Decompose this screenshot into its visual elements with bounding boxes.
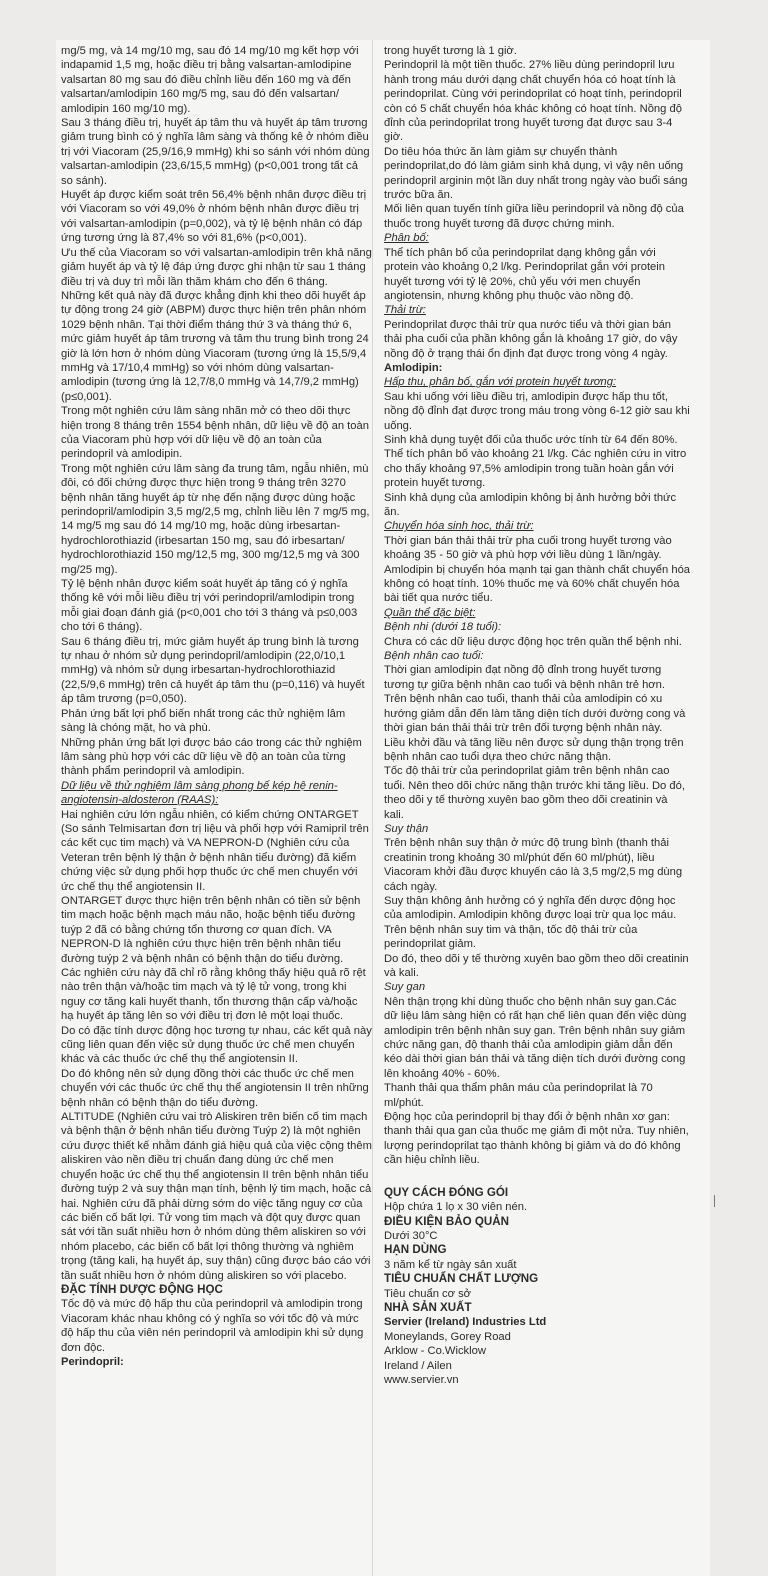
left-paragraph: Những phản ứng bất lợi được báo cáo trong các thử nghiệm lâm sàng phù hợp với các dữ liệu về độ an toàn của từng thành phẩm perindopril và amlodipin. xyxy=(61,736,362,778)
right-paragraph: Amlodipin: xyxy=(384,361,443,374)
right-paragraph: Do tiêu hóa thức ăn làm giảm sự chuyển thành perindoprilat,do đó làm giảm sinh khả dụng, vì vậy nên uống perindopril arginin một lần duy nhất trong ngày vào buổi sáng trước bữa ăn. xyxy=(384,145,688,202)
right-paragraph: Trên bệnh nhân suy tim và thận, tốc độ thải trừ của perindoprilat giảm. xyxy=(384,923,638,951)
left-paragraph: Trong một nghiên cứu lâm sàng đa trung tâm, ngẫu nhiên, mù đôi, có đối chứng được thực hiện trong 9 tháng trên 3270 bệnh nhân tăng huyết áp từ nhẹ đến nặng được dùng hoặc perindopril/amlodipin 3,5 mg/2,5 mg, chỉnh liều lên 7 mg/5 mg, 14 mg/5 mg sau đó 14 mg/10 mg, hoặc dùng irbesartan-hydrochlorothiazid (irbesartan 150 mg, sau đó irbesartan/ hydrochlorothiazid 150 mg/12,5 mg, 300 mg/12,5 mg và 300 mg/25 mg). xyxy=(61,462,370,576)
right-paragraph: Arklow - Co.Wicklow xyxy=(384,1345,486,1358)
right-paragraph: www.servier.vn xyxy=(384,1373,459,1386)
right-paragraph: Sinh khả dụng của amlodipin không bị ảnh hưởng bởi thức ăn. xyxy=(384,491,677,518)
left-paragraph: ONTARGET được thực hiện trên bệnh nhân có tiền sử bệnh tim mạch hoặc bệnh mạch máu não, hoặc bệnh tiểu đường tuýp 2 đã có bằng chứng tổn thương cơ quan đích. VA NEPRON-D là nghiên cứu thực hiện trên bệnh nhân tiểu đường tuýp 2 và bệnh nhân có bệnh thận do tiểu đường. xyxy=(61,894,361,965)
right-paragraph: Bệnh nhân cao tuổi: xyxy=(384,650,484,663)
left-column xyxy=(61,44,372,1369)
left-paragraph: Do đó không nên sử dụng đồng thời các thuốc ức chế men chuyển với các thuốc ức chế thụ thể angiotensin II trên những bệnh nhân có bệnh thận do tiểu đường. xyxy=(61,1067,369,1109)
left-paragraph: Tỷ lệ bệnh nhân được kiểm soát huyết áp tăng có ý nghĩa thống kê với mỗi liều điều trị với perindopril/amlodipin trong mỗi giai đoạn đánh giá (p<0,001 cho tới 3 tháng và p≤0,003 cho tới 6 tháng). xyxy=(61,578,358,634)
left-paragraph: Sau 6 tháng điều trị, mức giảm huyết áp trung bình là tương tự nhau ở nhóm sử dụng perindopril/amlodipin (22,0/10,1 mmHg) và nhóm sử dụng irbesartan-hydrochlorothiazid (22,5/9,6 mmHg) trên cả huyết áp tâm thu (p=0,116) và huyết áp tâm trương (p=0,050). xyxy=(61,635,365,706)
right-column xyxy=(384,44,690,1387)
right-paragraph: Mối liên quan tuyến tính giữa liều perindopril và nồng độ của thuốc trong huyết tương đã được chứng minh. xyxy=(384,203,684,230)
left-paragraph: Ưu thế của Viacoram so với valsartan-amlodipin trên khả năng giảm huyết áp và tỷ lệ đáp ứng được ghi nhận từ sau 1 tháng điều trị và duy trì mỗi lần thăm khám cho đến 6 tháng. xyxy=(61,246,372,288)
left-paragraph: mg/5 mg, và 14 mg/10 mg, sau đó 14 mg/10 mg kết hợp với indapamid 1,5 mg, hoặc điều trị bằng valsartan-amlodipine valsartan 80 mg sau đó điều chỉnh liều đến 160 mg và đến valsartan/amlodipin 160 mg/5 mg, sau đó đến valsartan/ amlodipin 160 mg/10 mg). xyxy=(61,45,359,115)
left-paragraph: Trong một nghiên cứu lâm sàng nhãn mở có theo dõi thực hiện trong 8 tháng trên 1554 bệnh nhân, dữ liệu về độ an toàn của Viacoram phù hợp với dữ liệu về độ an toàn của perindopril và amlodipin. xyxy=(61,405,369,461)
right-paragraph: Perindoprilat được thải trừ qua nước tiểu và thời gian bán thải pha cuối của phần không gắn là khoảng 17 giờ, do vậy nồng độ ở trạng thái ổn định đạt được trong vòng 4 ngày. xyxy=(384,318,678,360)
right-paragraph: Perindopril là một tiền thuốc. 27% liều dùng perindopril lưu hành trong máu dưới dạng chất chuyển hóa có hoạt tính là perindoprilat. Cùng với perindoprilat có hoạt tính, perindopril còn có 5 chất chuyển hóa khác không có hoạt tính. Nồng độ đỉnh của perindoprilat trong huyết tương đạt được sau 3-4 giờ. xyxy=(384,59,682,144)
right-paragraph: trong huyết tương là 1 giờ. xyxy=(384,45,517,57)
right-paragraph: Dưới 30°C xyxy=(384,1229,438,1242)
right-paragraph: HẠN DÙNG xyxy=(384,1243,447,1257)
left-paragraph: Perindopril: xyxy=(61,1355,124,1368)
right-paragraph: Hấp thu, phân bố, gắn với protein huyết tương: xyxy=(384,376,617,389)
right-paragraph: Tiêu chuẩn cơ sở xyxy=(384,1287,472,1300)
right-paragraph: Phân bố: xyxy=(384,232,429,245)
left-paragraph: Do có đặc tính dược động học tương tự nhau, các kết quả này cũng liên quan đến việc sử dụng thuốc ức chế men chuyển khác và các thuốc ức chế thụ thể angiotensin II. xyxy=(61,1024,372,1066)
left-paragraph: ĐẶC TÍNH DƯỢC ĐỘNG HỌC xyxy=(61,1282,223,1296)
right-paragraph: Do đó, theo dõi y tế thường xuyên bao gồm theo dõi creatinin và kali. xyxy=(384,952,689,979)
right-paragraph: QUY CÁCH ĐÓNG GÓI xyxy=(384,1185,509,1199)
right-paragraph: Trên bệnh nhân suy thận ở mức độ trung bình (thanh thải creatinin trong khoảng 30 ml/phút đến 60 ml/phút), liều Viacoram khởi đầu được khuyến cáo là 3,5 mg/2,5 mg dùng cách ngày. xyxy=(384,837,683,893)
left-paragraph: Dữ liệu về thử nghiệm lâm sàng phong bế kép hệ renin-angiotensin-aldosteron (RAAS): xyxy=(61,779,338,807)
right-paragraph: Sau khi uống với liều điều trị, amlodipin được hấp thu tốt, nồng độ đỉnh đạt được trong máu trong vòng 6-12 giờ sau khi uống. xyxy=(384,390,690,432)
left-paragraph: Các nghiên cứu này đã chỉ rõ rằng không thấy hiệu quả rõ rệt nào trên thận và/hoặc tim mạch và tỷ lệ tử vong, trong khi nguy cơ tăng kali huyết thanh, tổn thương thận cấp và/hoặc hạ huyết áp tăng lên so với điều trị đơn lẻ một loại thuốc. xyxy=(61,967,366,1023)
right-paragraph: Liều khởi đầu và tăng liều nên được sử dụng thận trọng trên bệnh nhân cao tuổi dựa theo chức năng thận. xyxy=(384,736,684,763)
left-paragraph: Tốc độ và mức độ hấp thu của perindopril và amlodipin trong Viacoram khác nhau không có ý nghĩa so với tốc độ và mức độ hấp thu của viên nén perindopril và amlodipin khi sử dụng đơn độc. xyxy=(61,1298,364,1354)
right-paragraph: Ireland / Ailen xyxy=(384,1359,452,1372)
right-paragraph: Thải trừ: xyxy=(384,304,426,317)
left-paragraph: Huyết áp được kiểm soát trên 56,4% bệnh nhân được điều trị với Viacoram so với 49,0% ở nhóm bệnh nhân được điều trị với valsartan-amlodipin (p=0,002), và tỷ lệ bệnh nhân có đáp ứng tương ứng là 87,4% so với 81,6% (p<0,001). xyxy=(61,189,367,245)
right-paragraph: 3 năm kể từ ngày sản xuất xyxy=(384,1258,517,1271)
right-paragraph: Suy gan xyxy=(384,981,426,994)
right-paragraph: Thời gian bán thải thải trừ pha cuối trong huyết tương vào khoảng 35 - 50 giờ và phù hợp với liều dùng 1 lần/ngày. Amlodipin bị chuyển hóa mạnh tại gan thành chất chuyển hóa không có hoạt tính. 10% thuốc mẹ và 60% chất chuyển hóa bài tiết qua nước tiểu. xyxy=(384,534,691,605)
right-paragraph: Servier (Ireland) Industries Ltd xyxy=(384,1316,547,1329)
left-paragraph: ALTITUDE (Nghiên cứu vai trò Aliskiren trên biến cố tim mạch và bệnh thận ở bệnh nhân tiểu đường Tuýp 2) là một nghiên cứu được thiết kế nhằm đánh giá hiệu quả của việc cộng thêm aliskiren vào nền điều trị chuẩn đang dùng ức chế men chuyển hoặc ức chế thụ thể angiotensin II trên bệnh nhân tiểu đường tuýp 2 và suy thận mạn tính, bệnh lý tim mạch, hoặc cả hai. Nghiên cứu đã phải dừng sớm do việc tăng nguy cơ của các biến cố bất lợi. Tử vong tim mạch và đột quỵ được quan sát với tần suất nhiều hơn ở nhóm dùng thêm aliskiren so với nhóm placebo, các biến cố bất lợi thông thường và nghiêm trọng (tăng kali, hạ huyết áp, suy thận) cũng được báo cáo với tần suất nhiều hơn ở nhóm dùng aliskiren so với placebo. xyxy=(61,1111,372,1282)
fold-line xyxy=(372,40,373,1576)
right-paragraph: Động học của perindopril bị thay đổi ở bệnh nhân xơ gan: thanh thải qua gan của thuốc mẹ giảm đi một nửa. Tuy nhiên, lượng perindoprilat tạo thành không bị giảm và do đó không cần hiệu chỉnh liều. xyxy=(384,1111,689,1167)
right-paragraph: Nên thận trọng khi dùng thuốc cho bệnh nhân suy gan.Các dữ liệu lâm sàng hiện có rất hạn chế liên quan đến việc dùng amlodipin trên bệnh nhân suy gan. Trên bệnh nhân suy giảm chức năng gan, độ thanh thải của amlodipin giảm dẫn đến kéo dài thời gian bán thải và tăng diện tích dưới đường cong lên khoảng 40% - 60%. xyxy=(384,995,687,1080)
right-paragraph: ĐIỀU KIỆN BẢO QUẢN xyxy=(384,1214,509,1228)
right-paragraph: Moneylands, Gorey Road xyxy=(384,1330,511,1343)
left-paragraph: Phản ứng bất lợi phổ biến nhất trong các thử nghiệm lâm sàng là chóng mặt, ho và phù. xyxy=(61,707,346,735)
right-paragraph: Sinh khả dụng tuyệt đối của thuốc ước tính từ 64 đến 80%. Thể tích phân bố vào khoảng 21 l/kg. Các nghiên cứu in vitro cho thấy khoảng 97,5% amlodipin trong tuần hoàn gắn với protein huyết tương. xyxy=(384,433,687,490)
left-paragraph: Những kết quả này đã được khẳng định khi theo dõi huyết áp tự động trong 24 giờ (ABPM) được thực hiện trên phân nhóm 1029 bệnh nhân. Tại thời điểm tháng thứ 3 và tháng thứ 6, mức giảm huyết áp tâm trương và tâm thu trung bình trong 24 giờ là lớn hơn ở nhóm dùng Viacoram (tương ứng là 15,5/9,4 mmHg và 17/10,4 mmHg) so với nhóm dùng valsartan-amlodipin (tương ứng là 12,7/8,0 mmHg và 14,7/9,2 mmHg) (p≤0,001). xyxy=(61,289,369,403)
right-paragraph: Chuyển hóa sinh học, thải trừ: xyxy=(384,520,534,533)
right-paragraph: Thể tích phân bố của perindoprilat dạng không gắn với protein vào khoảng 0,2 l/kg. Perindoprilat gắn với protein huyết tương với tỷ lệ 20%, chủ yếu với men chuyển angiotensin, nhưng không phụ thuộc vào nồng độ. xyxy=(384,246,665,302)
right-paragraph: Hộp chứa 1 lọ x 30 viên nén. xyxy=(384,1201,528,1214)
right-paragraph: Suy thận xyxy=(384,822,429,835)
right-paragraph: Quần thể đặc biệt: xyxy=(384,606,476,619)
right-paragraph: Suy thận không ảnh hưởng có ý nghĩa đến dược động học của amlodipin. Amlodipin không được loại trừ qua lọc máu. xyxy=(384,894,677,922)
left-paragraph: Hai nghiên cứu lớn ngẫu nhiên, có kiểm chứng ONTARGET (So sánh Telmisartan đơn trị liệu và phối hợp với Ramipril trên các kết cục tim mạch) và VA NEPRON-D (Nghiên cứu của Veteran trên bệnh lý thận ở bệnh nhân tiểu đường) đã kiểm chứng việc sử dụng phối hợp thuốc ức chế men chuyển với ức chế thụ thể angiotensin II. xyxy=(61,808,369,893)
right-paragraph: Chưa có các dữ liệu dược động học trên quần thể bệnh nhi. xyxy=(384,635,682,648)
margin-mark xyxy=(714,1195,715,1207)
left-paragraph: Sau 3 tháng điều trị, huyết áp tâm thu và huyết áp tâm trương giảm trung bình có ý nghĩa lâm sàng và thống kê ở nhóm điều trị với Viacoram (25,9/16,9 mmHg) khi so sánh với nhóm dùng valsartan-amlodipin (23,6/15,5 mmHg) (p<0,001 trong tất cả so sánh). xyxy=(61,117,370,187)
right-paragraph: Tốc độ thải trừ của perindoprilat giảm trên bệnh nhân cao tuổi. Nên theo dõi chức năng thận trước khi tăng liều. Do đó, theo dõi y tế thường xuyên bao gồm theo dõi creatinin và kali. xyxy=(384,765,685,821)
right-paragraph: Thời gian amlodipin đạt nồng độ đỉnh trong huyết tương tương tự giữa bệnh nhân cao tuổi và bệnh nhân trẻ hơn. Trên bệnh nhân cao tuổi, thanh thải của amlodipin có xu hướng giảm dẫn đến làm tăng diện tích dưới đường cong và thời gian bán thải thải trừ trên đối tượng bệnh nhân này. xyxy=(384,664,686,735)
right-paragraph: Bệnh nhi (dưới 18 tuổi): xyxy=(384,621,502,634)
right-paragraph: NHÀ SẢN XUẤT xyxy=(384,1300,472,1314)
right-paragraph: Thanh thải qua thẩm phân máu của perindoprilat là 70 ml/phút. xyxy=(384,1082,653,1109)
right-paragraph: TIÊU CHUẨN CHẤT LƯỢNG xyxy=(384,1272,539,1286)
